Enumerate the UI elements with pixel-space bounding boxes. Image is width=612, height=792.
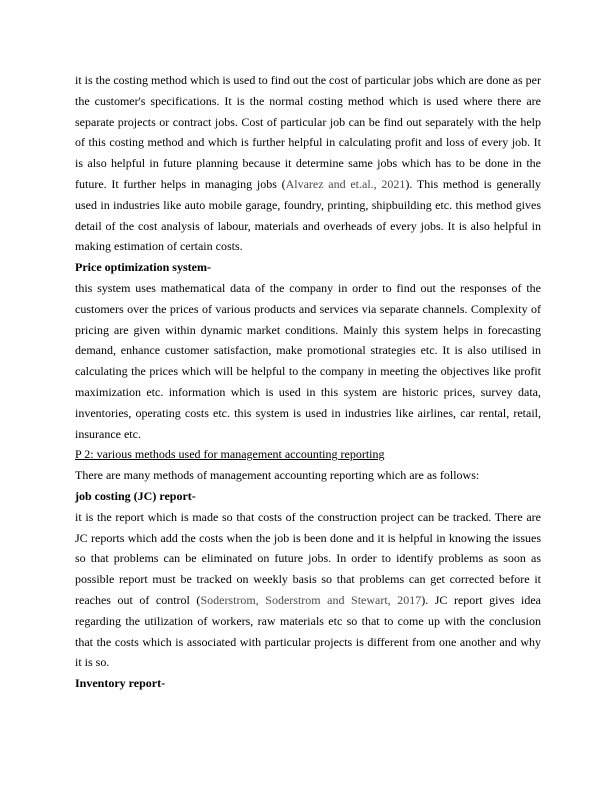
citation: Soderstrom, Soderstrom and Stewart, 2017 [200, 592, 422, 607]
paragraph-text: it is the costing method which is used to find out the cost of particular jobs which are done as per the customer's specifications. It is the normal costing method which is used where there are separate projects or contract jobs. Cost of particular job can be find out separately with the help of this costing method and which is further helpful in calculating profit and loss of every job. It is also helpful in future planning because it determine same jobs which has to be done in the future. It further helps in managing jobs ( [75, 73, 541, 191]
citation: Alvarez and et.al., 2021 [285, 176, 406, 191]
paragraph-job-costing-method [75, 70, 541, 257]
paragraph-job-costing-report [75, 507, 541, 673]
paragraph-text: ). This method is generally used in industries like auto mobile garage, foundry, printing, shipbuilding etc. this method gives detail of the cost analysis of labour, materials and overheads of every jobs. It is also helpful in making estimation of certain costs. [75, 176, 541, 254]
heading-job-costing-report: job costing (JC) report- [75, 488, 196, 503]
section-heading-p2: P 2: various methods used for management accounting reporting [75, 447, 385, 462]
paragraph-text: ). JC report gives idea regarding the utilization of workers, raw materials etc so that to come up with the conclusion that the costs which is associated with particular projects is different from one another and why it is so. [75, 592, 541, 670]
paragraph-methods-intro: There are many methods of management accounting reporting which are as follows: [75, 468, 480, 483]
paragraph-text: it is the report which is made so that costs of the construction project can be tracked. There are JC reports which add the costs when the job is been done and it is helpful in knowing the issues so that problems can be eliminated on future jobs. In order to identify problems as soon as possible report must be tracked on weekly basis so that problems can get corrected before it reaches out of control ( [75, 509, 541, 607]
heading-price-optimization: Price optimization system- [75, 260, 211, 275]
heading-inventory-report: Inventory report- [75, 676, 166, 691]
paragraph-price-optimization: this system uses mathematical data of the company in order to find out the responses of the customers over the prices of various products and services via separate channels. Complexity of pricing are given within dynamic market conditions. Mainly this system helps in forecasting demand, enhance customer satisfaction, make promotional strategies etc. It is also utilised in calculating the prices which will be helpful to the company in meeting the objectives like profit maximization etc. information which is used in this system are historic prices, survey data, inventories, operating costs etc. this system is used in industries like airlines, car rental, retail, insurance etc. [75, 280, 541, 441]
document-page [75, 70, 541, 694]
